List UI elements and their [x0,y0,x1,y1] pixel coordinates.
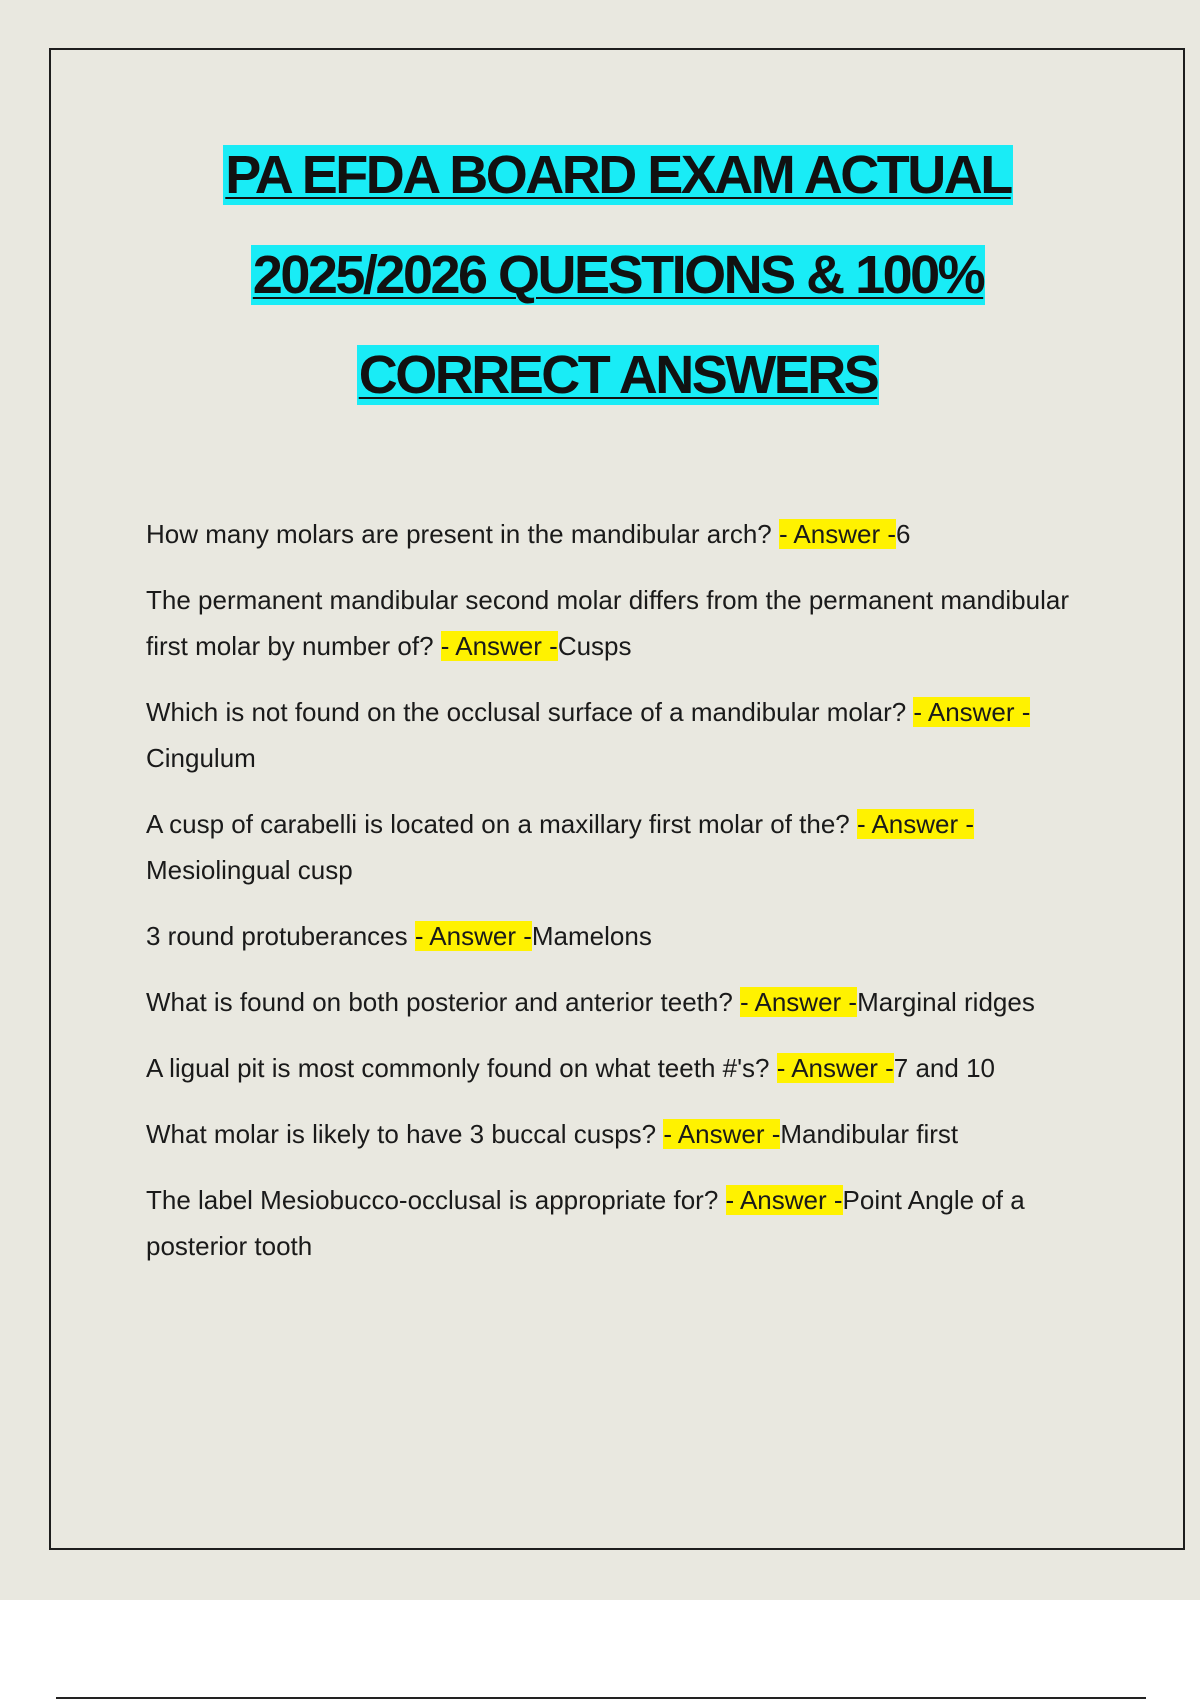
qa-item [146,511,1106,557]
answer-text: Mamelons [531,921,652,951]
answer-text: Mandibular first [780,1119,959,1149]
answer-marker: - Answer - [440,631,558,661]
qa-item [146,1177,1106,1269]
document-title [0,125,1200,425]
question-text: 3 round protuberances [146,921,415,951]
title-line-1: PA EFDA BOARD EXAM ACTUAL [225,145,1011,205]
question-text: What is found on both posterior and anterior teeth? [146,987,741,1017]
question-text: Which is not found on the occlusal surface of a mandibular molar? [146,697,914,727]
qa-item [146,577,1106,669]
qa-item [146,979,1106,1025]
question-text: What molar is likely to have 3 buccal cusps? [146,1119,664,1149]
answer-marker: - Answer - [740,987,858,1017]
answer-marker: - Answer - [857,809,975,839]
answer-marker: - Answer - [913,697,1031,727]
answer-text: Cingulum [146,743,256,773]
question-text: How many molars are present in the mandibular arch? [146,519,779,549]
qa-item [146,1045,1106,1091]
qa-item [146,1111,1106,1157]
title-line-2: 2025/2026 QUESTIONS & 100% [252,245,984,305]
answer-text: 7 and 10 [893,1053,995,1083]
qa-item [146,913,1106,959]
title-line-3: CORRECT ANSWERS [358,345,878,405]
answer-text: Cusps [557,631,632,661]
bottom-rule [56,1697,1146,1699]
question-answer-list [146,511,1106,1289]
question-text: A ligual pit is most commonly found on what teeth #'s? [146,1053,777,1083]
answer-marker: - Answer - [414,921,532,951]
question-text: A cusp of carabelli is located on a maxillary first molar of the? [146,809,857,839]
answer-marker: - Answer - [776,1053,894,1083]
question-text: The permanent mandibular second molar differs from the permanent mandibular first molar by number of? [146,585,1069,661]
answer-text: Marginal ridges [857,987,1035,1017]
answer-marker: - Answer - [663,1119,781,1149]
qa-item [146,689,1106,781]
answer-marker: - Answer - [778,519,896,549]
answer-text: 6 [896,519,911,549]
answer-text: Mesiolingual cusp [146,855,353,885]
question-text: The label Mesiobucco-occlusal is appropriate for? [146,1185,726,1215]
answer-marker: - Answer - [725,1185,843,1215]
qa-item [146,801,1106,893]
answer-text: Point Angle of a posterior tooth [146,1185,1025,1261]
